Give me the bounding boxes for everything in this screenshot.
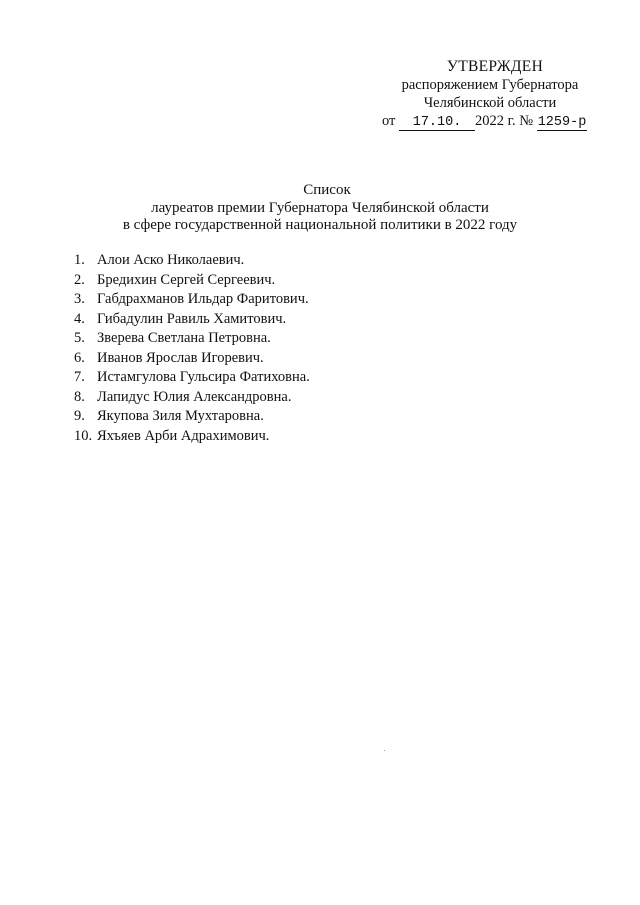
list-item xyxy=(74,349,310,369)
approval-block xyxy=(360,58,620,131)
document-title xyxy=(0,182,640,235)
approval-year: 2022 г. № xyxy=(475,113,534,129)
list-item xyxy=(74,427,310,447)
list-item-number: 1. xyxy=(74,252,85,268)
list-item-number: 10. xyxy=(74,427,93,444)
list-item-number: 9. xyxy=(74,408,85,424)
title-line-3: в сфере государственной национальной политики в 2022 году xyxy=(122,217,518,233)
list-item-number: 6. xyxy=(74,349,85,366)
list-item-number: 2. xyxy=(74,271,85,288)
list-item xyxy=(74,329,310,349)
list-item-name: Габдрахманов Ильдар Фаритович. xyxy=(97,291,309,307)
list-item-name: Лапидус Юлия Александровна. xyxy=(97,388,292,405)
list-item xyxy=(74,310,310,330)
list-item xyxy=(74,388,310,408)
approval-heading: УТВЕРЖДЕН xyxy=(446,58,544,75)
list-item xyxy=(74,407,310,427)
title-line-1: Список xyxy=(303,182,351,198)
list-item-number: 3. xyxy=(74,291,85,307)
approval-number: 1259-р xyxy=(537,115,587,130)
list-item-name: Яхъяев Арби Адрахимович. xyxy=(97,427,270,444)
scan-speck xyxy=(384,750,385,751)
list-item xyxy=(74,290,310,310)
laureates-list xyxy=(74,251,310,446)
approval-line-order: распоряжением Губернатора xyxy=(401,77,579,93)
list-item xyxy=(74,251,310,271)
list-item-number: 7. xyxy=(74,369,85,385)
approval-from-label: от xyxy=(382,113,396,129)
list-item-name: Зверева Светлана Петровна. xyxy=(97,330,271,346)
list-item-number: 4. xyxy=(74,310,85,327)
approval-date: 17.10. xyxy=(399,115,475,131)
list-item-number: 8. xyxy=(74,388,85,405)
list-item xyxy=(74,271,310,291)
list-item-name: Якупова Зиля Мухтаровна. xyxy=(97,408,264,424)
list-item-name: Бредихин Сергей Сергеевич. xyxy=(97,271,276,288)
list-item xyxy=(74,368,310,388)
approval-line-region: Челябинской области xyxy=(423,95,557,111)
approval-date-line xyxy=(382,112,620,131)
list-item-name: Иванов Ярослав Игоревич. xyxy=(97,349,264,366)
list-item-number: 5. xyxy=(74,330,85,346)
list-item-name: Истамгулова Гульсира Фатиховна. xyxy=(97,369,310,385)
title-line-2: лауреатов премии Губернатора Челябинской области xyxy=(151,199,489,216)
list-item-name: Гибадулин Равиль Хамитович. xyxy=(97,310,287,327)
list-item-name: Алои Аско Николаевич. xyxy=(97,252,245,268)
